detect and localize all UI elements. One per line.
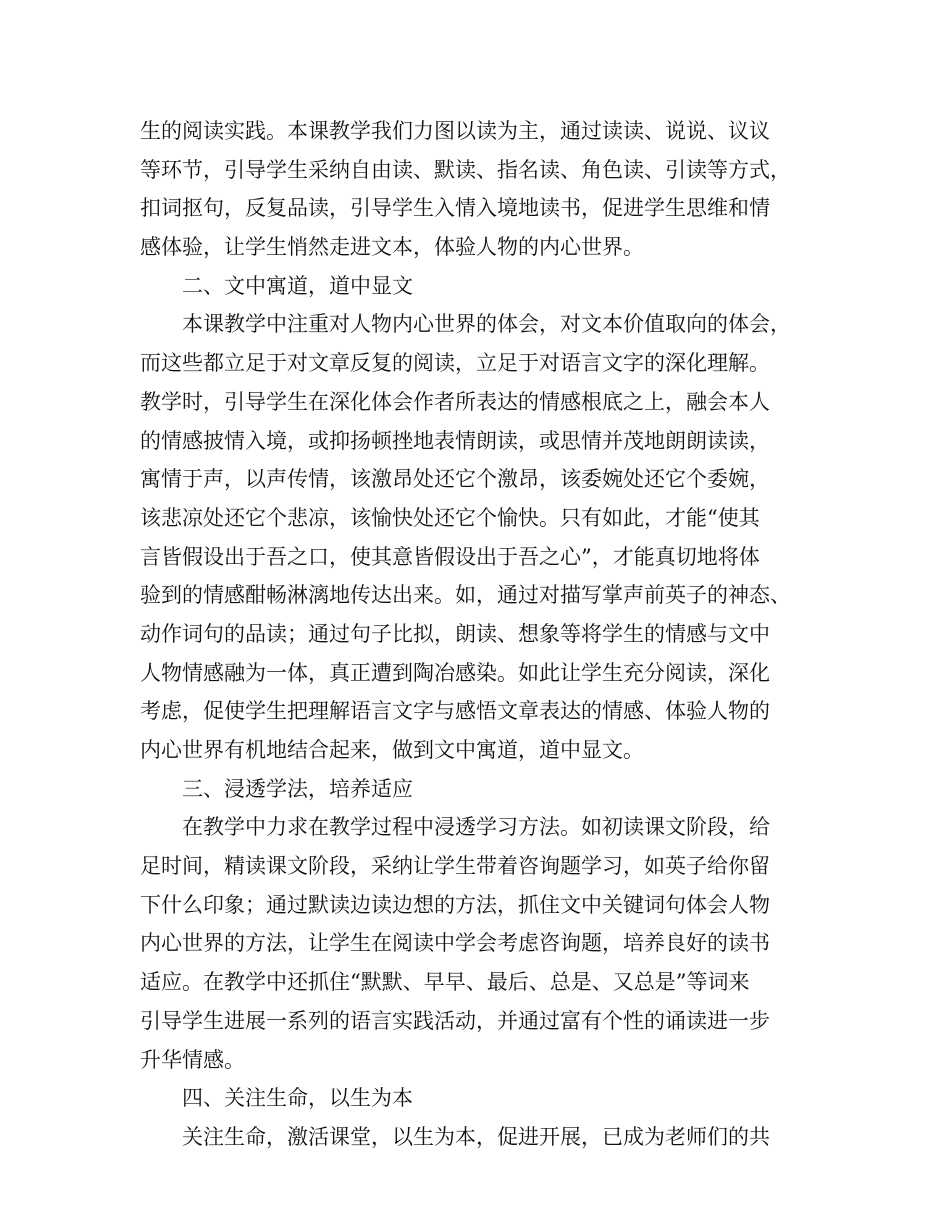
text-line: 人物情感融为一体，真正遭到陶冶感染。如此让学生充分阅读，深化 xyxy=(140,660,770,685)
section-heading-2: 二、文中寓道，道中显文 xyxy=(182,273,413,298)
text-line: 下什么印象；通过默读边读边想的方法，抓住文中关键词句体会人物 xyxy=(140,892,770,917)
text-line: 动作词句的品读；通过句子比拟，朗读、想象等将学生的情感与文中 xyxy=(140,621,770,646)
text-line: 考虑，促使学生把理解语言文字与感悟文章表达的情感、体验人物的 xyxy=(140,699,770,724)
text-line: 关注生命，激活课堂，以生为本，促进开展，已成为老师们的共 xyxy=(182,1124,770,1149)
text-line: 内心世界的方法，让学生在阅读中学会考虑咨询题，培养良好的读书 xyxy=(140,931,770,956)
text-line: 而这些都立足于对文章反复的阅读，立足于对语言文字的深化理解。 xyxy=(140,351,770,376)
text-line: 等环节，引导学生采纳自由读、默读、指名读、角色读、引读等方式， xyxy=(140,157,791,182)
text-line: 扣词抠句，反复品读，引导学生入情入境地读书，促进学生思维和情 xyxy=(140,196,770,221)
text-line: 在教学中力求在教学过程中浸透学习方法。如初读课文阶段，给 xyxy=(182,815,770,840)
text-line: 适应。在教学中还抓住“默默、早早、最后、总是、又总是”等词来 xyxy=(140,970,750,995)
text-line: 内心世界有机地结合起来，做到文中寓道，道中显文。 xyxy=(140,738,644,762)
text-line: 的情感披情入境，或抑扬顿挫地表情朗读，或思情并茂地朗朗读读， xyxy=(140,428,770,453)
section-heading-4: 四、关注生命，以生为本 xyxy=(182,1086,413,1111)
text-line: 本课教学中注重对人物内心世界的体会，对文本价值取向的体会， xyxy=(182,312,791,337)
text-line: 感体验，让学生悄然走进文本，体验人物的内心世界。 xyxy=(140,235,644,260)
text-line: 验到的情感酣畅淋漓地传达出来。如，通过对描写掌声前英子的神态、 xyxy=(140,583,791,608)
text-line: 升华情感。 xyxy=(140,1047,245,1072)
text-line: 教学时，引导学生在深化体会作者所表达的情感根底之上，融会本人 xyxy=(140,389,770,414)
text-line: 寓情于声，以声传情，该激昂处还它个激昂，该委婉处还它个委婉， xyxy=(140,467,770,492)
body-text xyxy=(140,112,840,1157)
text-line: 足时间，精读课文阶段，采纳让学生带着咨询题学习，如英子给你留 xyxy=(140,854,770,879)
text-line: 该悲凉处还它个悲凉，该愉快处还它个愉快。只有如此，才能“使其 xyxy=(140,505,760,530)
text-line: 引导学生进展一系列的语言实践活动，并通过富有个性的诵读进一步 xyxy=(140,1008,770,1033)
text-line: 言皆假设出于吾之口，使其意皆假设出于吾之心”，才能真切地将体 xyxy=(140,544,760,569)
section-heading-3: 三、浸透学法，培养适应 xyxy=(182,776,413,801)
text-line: 生的阅读实践。本课教学我们力图以读为主，通过读读、说说、议议 xyxy=(140,119,770,143)
